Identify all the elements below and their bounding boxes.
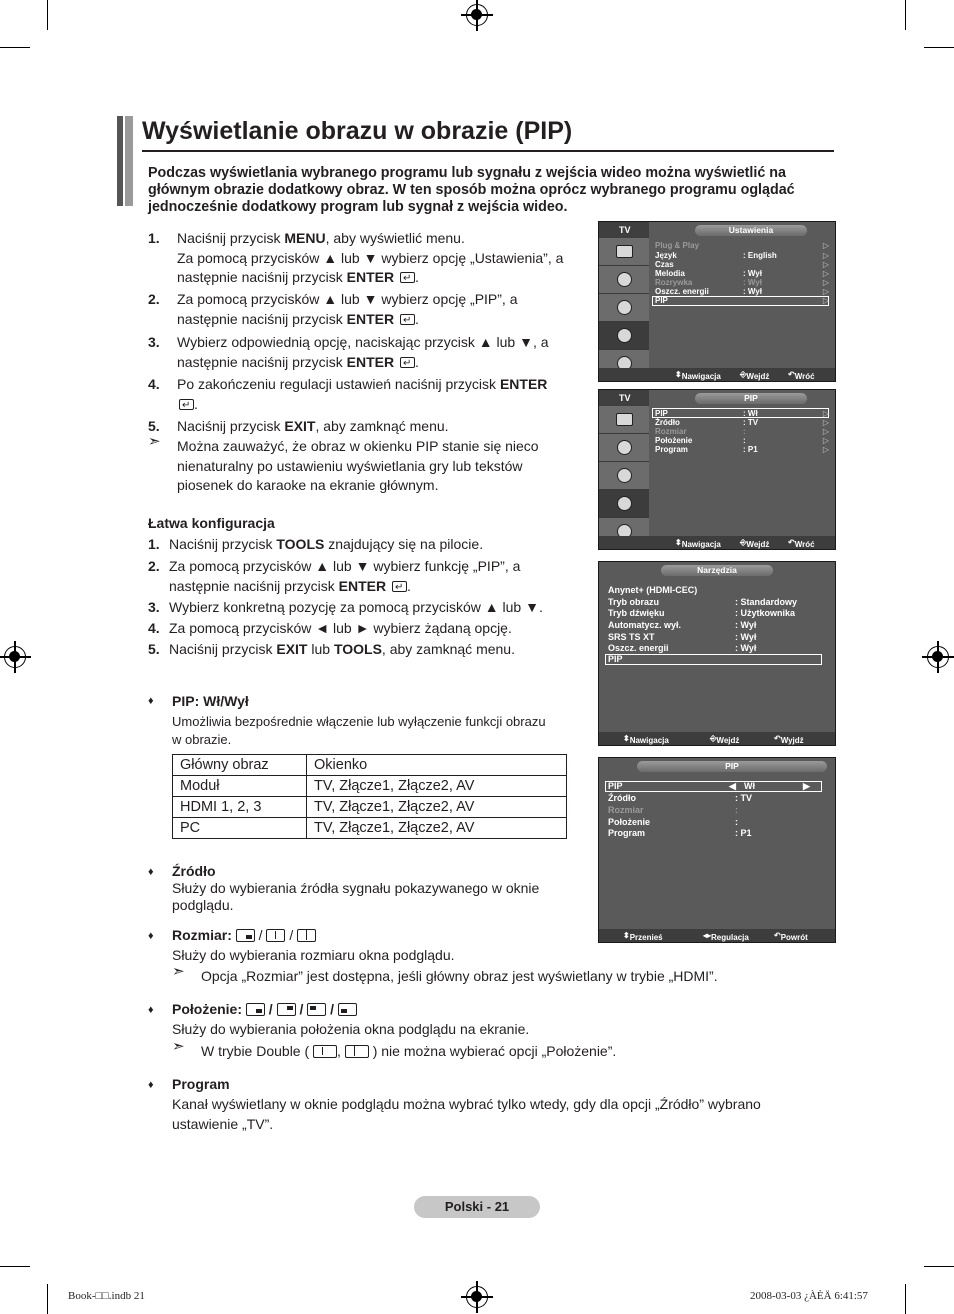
enter-icon: [400, 272, 415, 283]
table-row: Główny obraz Okienko: [173, 755, 567, 776]
menu-header: PIP: [637, 761, 827, 772]
page-title: Wyświetlanie obrazu w obrazie (PIP): [142, 117, 573, 145]
pip-source-table: [172, 754, 567, 839]
print-footer-left: Book-□□.indb 21: [68, 1290, 145, 1302]
source-heading: Źródło: [172, 863, 216, 879]
registration-mark-icon: [466, 4, 488, 26]
position-bottom-right-icon: [246, 1003, 265, 1016]
bullet-icon: ♦: [148, 695, 154, 707]
note-text: Można zauważyć, że obraz w okienku PIP stanie się nieco nienaturalny po ustawieniu wyświetlania gry lub tekstów piosenek do karaoke na ekranie głównym.: [177, 438, 539, 493]
picture-menu-icon[interactable]: [599, 406, 649, 434]
title-accent-bar: [125, 116, 133, 206]
crop-mark: [47, 1284, 48, 1314]
bullet-icon: ♦: [148, 930, 154, 942]
program-heading: Program: [172, 1076, 230, 1092]
pip-onoff-desc: Umożliwia bezpośrednie włączenie lub wyłączenie funkcji obrazu w obrazie.: [172, 714, 546, 747]
position-heading: Położenie: / / /: [172, 1000, 357, 1020]
crop-mark: [924, 1266, 954, 1267]
program-desc: Kanał wyświetlany w oknie podglądu można wybrać tylko wtedy, gdy dla opcji „Źródło” wybrano ustawienie „TV”.: [172, 1096, 761, 1132]
position-desc: Służy do wybierania położenia okna podglądu na ekranie.: [172, 1021, 530, 1037]
enter-icon: [392, 581, 407, 592]
size-small-icon: [236, 929, 255, 942]
channel-menu-icon[interactable]: [599, 294, 649, 322]
osd-pip-tools-menu: PIP PIP ◀ Wł ▶ Źródło : TV Rozmiar : Położenie : Program : P1 ⬍ Przenieś ◂▸ Regulacja ↶ Powrót: [598, 757, 836, 943]
menu-header: Narzędzia: [661, 565, 773, 576]
menu-icon-column: [599, 238, 649, 378]
registration-mark-icon: [4, 646, 26, 668]
menu-selection-box: [652, 296, 829, 306]
channel-menu-icon[interactable]: [599, 462, 649, 490]
bullet-icon: ♦: [148, 866, 154, 878]
osd-footer: ⬍ Nawigacja ⎆ Wejdź ↶ Wyjdź: [599, 732, 835, 745]
crop-mark: [47, 0, 48, 30]
sound-menu-icon[interactable]: [599, 434, 649, 462]
step-number: 1.: [148, 230, 160, 246]
tv-tab: TV: [599, 390, 649, 406]
size-double-split-icon: [345, 1045, 369, 1058]
table-row: PC TV, Złącze1, Złącze2, AV: [173, 818, 567, 839]
osd-footer: ⬍ Nawigacja ⎆ Wejdź ↶ Wróć: [599, 536, 835, 549]
menu-selection-box: [652, 408, 829, 418]
enter-icon: [400, 314, 415, 325]
registration-mark-icon: [466, 1286, 488, 1308]
position-bottom-left-icon: [338, 1003, 357, 1016]
menu-header: PIP: [695, 393, 807, 404]
registration-mark-icon: [927, 646, 949, 668]
osd-settings-menu: TV Ustawienia Plug & Play ▷ Język : English ▷ Czas ▷ Melodia : Wył ▷ Rozrywka : Wył ▷ Oszcz. energii : Wył ▷ PIP ▷ ⬍ Nawigacja ⎆ Wejdź ↶ Wróć: [598, 221, 836, 382]
table-row: HDMI 1, 2, 3 TV, Złącze1, Złącze2, AV: [173, 797, 567, 818]
title-accent-bar: [117, 116, 123, 206]
arrow-left-icon: ◀: [729, 781, 736, 791]
enter-icon: [400, 357, 415, 368]
size-desc: Służy do wybierania rozmiaru okna podglądu.: [172, 947, 455, 963]
position-note: W trybie Double ( , ) nie można wybierać opcji „Położenie”.: [201, 1043, 617, 1059]
crop-mark: [0, 47, 30, 48]
osd-pip-menu: TV PIP PIP : Wł ▷ Źródło : TV ▷ Rozmiar : ▷ Położenie : ▷ Program : P1 ▷ ⬍ Nawigacja ⎆ Wejdź ↶ Wróć: [598, 389, 836, 550]
size-note: Opcja „Rozmiar” jest dostępna, jeśli główny obraz jest wyświetlany w trybie „HDMI”.: [201, 968, 718, 984]
arrow-right-icon: ▶: [803, 781, 810, 791]
picture-menu-icon[interactable]: [599, 238, 649, 266]
crop-mark: [905, 1284, 906, 1314]
pip-onoff-heading: PIP: Wł/Wył: [172, 693, 249, 709]
size-double-split-icon: [297, 929, 316, 942]
menu-selection-box: [605, 654, 822, 665]
intro-paragraph: Podczas wyświetlania wybranego programu lub sygnału z wejścia wideo można wyświetlić na głównym obrazie dodatkowy obraz. W ten sposób można oprócz wybranego programu oglądać jednocześnie dodatkowy program lub sygnał z wejścia wideo.: [148, 165, 795, 215]
position-top-left-icon: [307, 1003, 326, 1016]
source-desc: Służy do wybierania źródła sygnału pokazywanego w oknie podglądu.: [172, 880, 540, 913]
menu-icon-column: [599, 406, 649, 546]
easy-setup-heading: Łatwa konfiguracja: [148, 515, 275, 531]
print-footer-right: 2008-03-03 ¿ÀÈÄ 6:41:57: [750, 1290, 868, 1302]
size-heading: Rozmiar: / /: [172, 926, 316, 946]
osd-footer: ⬍ Przenieś ◂▸ Regulacja ↶ Powrót: [599, 929, 835, 942]
page-number-badge: Polski - 21: [414, 1196, 540, 1218]
size-double-icon: [313, 1045, 337, 1058]
note-arrow-icon: ➣: [148, 433, 161, 450]
position-top-right-icon: [277, 1003, 296, 1016]
crop-mark: [905, 0, 906, 30]
setup-menu-icon[interactable]: [599, 490, 649, 518]
tv-tab: TV: [599, 222, 649, 238]
bullet-icon: ♦: [148, 1004, 154, 1016]
crop-mark: [0, 1266, 30, 1267]
note-arrow-icon: ➣: [172, 1038, 185, 1055]
crop-mark: [924, 47, 954, 48]
menu-selection-box: [605, 781, 822, 792]
table-row: Moduł TV, Złącze1, Złącze2, AV: [173, 776, 567, 797]
osd-footer: ⬍ Nawigacja ⎆ Wejdź ↶ Wróć: [599, 368, 835, 381]
title-rule: [142, 150, 834, 152]
menu-header: Ustawienia: [695, 225, 807, 236]
enter-icon: [179, 399, 194, 410]
osd-tools-menu: Narzędzia Anynet+ (HDMI-CEC) Tryb obrazu : Standardowy Tryb dźwięku : Użytkownika Automatycz. wył. : Wył SRS TS XT : Wył Oszcz. energii : Wył PIP ⬍ Nawigacja ⎆ Wejdź ↶ Wyjdź: [598, 561, 836, 746]
setup-menu-icon[interactable]: [599, 322, 649, 350]
bullet-icon: ♦: [148, 1079, 154, 1091]
sound-menu-icon[interactable]: [599, 266, 649, 294]
size-double-icon: [266, 929, 285, 942]
note-arrow-icon: ➣: [172, 963, 185, 980]
